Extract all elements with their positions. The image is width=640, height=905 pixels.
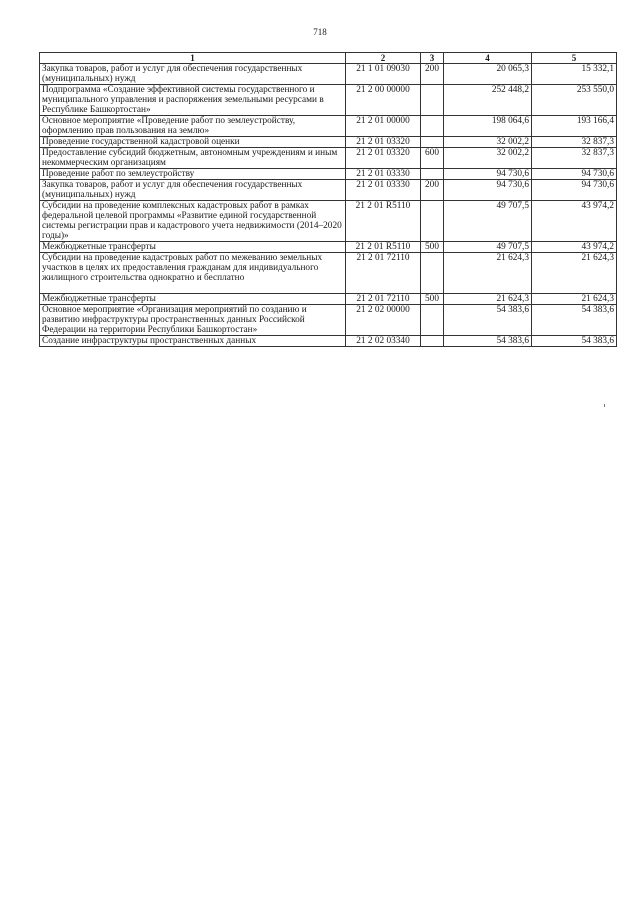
row-name-cell: Предоставление субсидий бюджетным, автономным учреждениям и иным некоммерческим организациям — [40, 148, 346, 169]
row-code-cell: 21 2 01 03330 — [346, 180, 421, 201]
row-name-cell: Подпрограмма «Создание эффективной системы государственного и муниципального управления и распоряжения земельными ресурсами в Республике Башкортостан» — [40, 85, 346, 116]
header-col-5: 5 — [532, 53, 617, 64]
table-row — [40, 242, 617, 253]
table-header-row — [40, 53, 617, 64]
scan-mark — [604, 404, 605, 407]
row-code-cell: 21 2 01 03330 — [346, 169, 421, 180]
row-type-cell: 600 — [421, 148, 444, 169]
row-value-2-cell: 43 974,2 — [532, 201, 617, 242]
row-type-cell: 200 — [421, 180, 444, 201]
table-body — [40, 64, 617, 347]
row-value-1-cell: 20 065,3 — [444, 64, 532, 85]
row-type-cell — [421, 253, 444, 294]
row-value-2-cell: 15 332,1 — [532, 64, 617, 85]
row-name-cell: Основное мероприятие «Организация мероприятий по созданию и развитию инфраструктуры пространственных данных Российской Федерации на территории Республики Башкортостан» — [40, 305, 346, 336]
budget-table — [39, 52, 617, 347]
row-code-cell: 21 2 01 72110 — [346, 294, 421, 305]
table-row — [40, 294, 617, 305]
row-value-1-cell: 94 730,6 — [444, 169, 532, 180]
row-value-2-cell: 32 837,3 — [532, 137, 617, 148]
row-type-cell: 200 — [421, 64, 444, 85]
row-name-cell: Закупка товаров, работ и услуг для обеспечения государственных (муниципальных) нужд — [40, 64, 346, 85]
row-value-2-cell: 21 624,3 — [532, 294, 617, 305]
row-type-cell — [421, 201, 444, 242]
row-value-2-cell: 21 624,3 — [532, 253, 617, 294]
row-type-cell — [421, 85, 444, 116]
table-row — [40, 180, 617, 201]
row-value-1-cell: 252 448,2 — [444, 85, 532, 116]
row-value-1-cell: 49 707,5 — [444, 201, 532, 242]
row-code-cell: 21 2 01 03320 — [346, 148, 421, 169]
row-value-2-cell: 32 837,3 — [532, 148, 617, 169]
row-name-cell: Проведение государственной кадастровой оценки — [40, 137, 346, 148]
row-code-cell: 21 2 02 03340 — [346, 336, 421, 347]
row-code-cell: 21 1 01 09030 — [346, 64, 421, 85]
row-type-cell — [421, 305, 444, 336]
table-row — [40, 201, 617, 242]
row-name-cell: Межбюджетные трансферты — [40, 294, 346, 305]
row-type-cell — [421, 137, 444, 148]
row-type-cell — [421, 116, 444, 137]
table-row — [40, 148, 617, 169]
row-code-cell: 21 2 00 00000 — [346, 85, 421, 116]
row-name-cell: Создание инфраструктуры пространственных данных — [40, 336, 346, 347]
row-name-cell: Основное мероприятие «Проведение работ по землеустройству, оформлению прав пользования на землю» — [40, 116, 346, 137]
row-name-cell: Субсидии на проведение кадастровых работ по межеванию земельных участков в целях их предоставления гражданам для индивидуального жилищного строительства однократно и бесплатно — [40, 253, 346, 294]
row-value-2-cell: 193 166,4 — [532, 116, 617, 137]
row-type-cell: 500 — [421, 242, 444, 253]
row-code-cell: 21 2 01 72110 — [346, 253, 421, 294]
row-value-1-cell: 49 707,5 — [444, 242, 532, 253]
row-value-2-cell: 54 383,6 — [532, 336, 617, 347]
row-value-1-cell: 198 064,6 — [444, 116, 532, 137]
row-type-cell: 500 — [421, 294, 444, 305]
row-value-1-cell: 54 383,6 — [444, 305, 532, 336]
row-value-2-cell: 43 974,2 — [532, 242, 617, 253]
row-type-cell — [421, 336, 444, 347]
table-row — [40, 85, 617, 116]
row-name-cell: Субсидии на проведение комплексных кадастровых работ в рамках федеральной целевой программы «Развитие единой государственной системы регистрации прав и кадастрового учета недвижимости (2014–2020 годы)» — [40, 201, 346, 242]
row-name-cell: Межбюджетные трансферты — [40, 242, 346, 253]
header-col-3: 3 — [421, 53, 444, 64]
header-col-4: 4 — [444, 53, 532, 64]
row-value-1-cell: 32 002,2 — [444, 148, 532, 169]
table-row — [40, 64, 617, 85]
table-row — [40, 336, 617, 347]
table-row — [40, 116, 617, 137]
page-number: 718 — [313, 27, 327, 37]
table-row — [40, 253, 617, 294]
table-row — [40, 169, 617, 180]
row-code-cell: 21 2 01 03320 — [346, 137, 421, 148]
row-name-cell: Закупка товаров, работ и услуг для обеспечения государственных (муниципальных) нужд — [40, 180, 346, 201]
row-value-2-cell: 94 730,6 — [532, 180, 617, 201]
row-value-1-cell: 21 624,3 — [444, 253, 532, 294]
table-row — [40, 305, 617, 336]
row-code-cell: 21 2 01 R5110 — [346, 242, 421, 253]
row-value-2-cell: 253 550,0 — [532, 85, 617, 116]
row-code-cell: 21 2 01 00000 — [346, 116, 421, 137]
header-col-2: 2 — [346, 53, 421, 64]
row-value-1-cell: 54 383,6 — [444, 336, 532, 347]
row-value-2-cell: 54 383,6 — [532, 305, 617, 336]
row-value-1-cell: 32 002,2 — [444, 137, 532, 148]
table-row — [40, 137, 617, 148]
row-code-cell: 21 2 02 00000 — [346, 305, 421, 336]
row-code-cell: 21 2 01 R5110 — [346, 201, 421, 242]
row-value-1-cell: 21 624,3 — [444, 294, 532, 305]
row-value-1-cell: 94 730,6 — [444, 180, 532, 201]
row-value-2-cell: 94 730,6 — [532, 169, 617, 180]
header-col-1: 1 — [40, 53, 346, 64]
row-type-cell — [421, 169, 444, 180]
row-name-cell: Проведение работ по землеустройству — [40, 169, 346, 180]
